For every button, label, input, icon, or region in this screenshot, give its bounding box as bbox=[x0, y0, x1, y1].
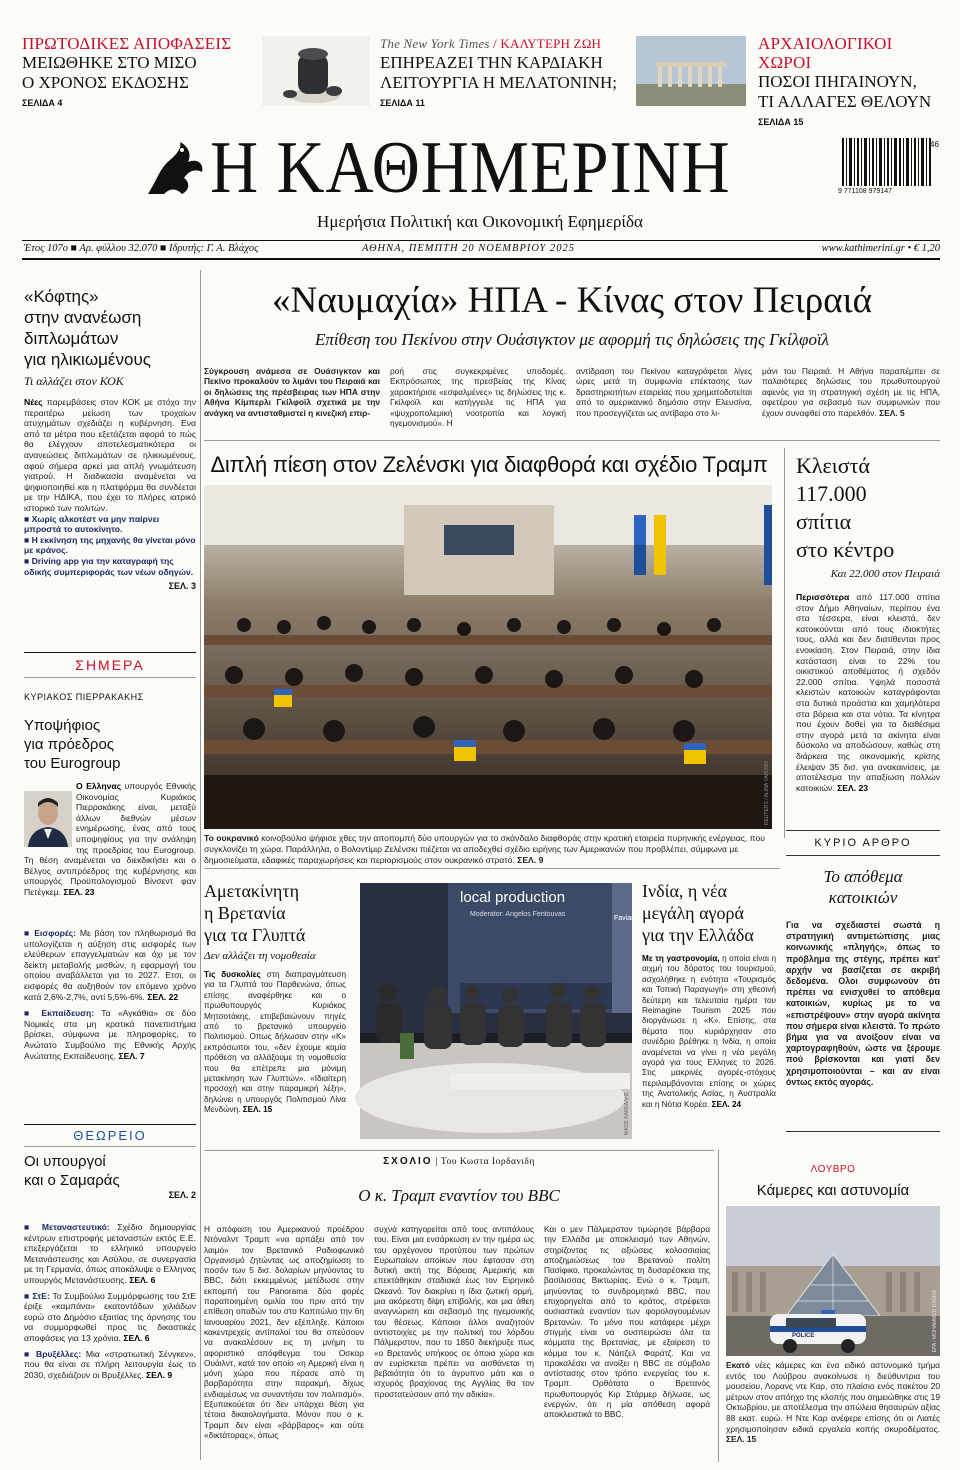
houses-title-line-2: 117.000 bbox=[796, 481, 867, 506]
kofths-title-line-4: για ηλικιωμένους bbox=[24, 350, 151, 369]
brief-metanasteutiko-text: Σχέδιο δημιουργίας κέντρων επιστροφής μεταναστών εκτός Ε.Ε. επεξεργάζεται το ελληνικό υπουργείο Μετανάστευσης και Ασύλου, σε συνεργασία με τη Γερμανία, όπως αποκάλυψε ο Ελληνας υπουργός Μετανάστευσης. bbox=[24, 1222, 197, 1285]
zelensky-caption-lead: Το ουκρανικό bbox=[204, 833, 259, 843]
zelensky-houses-divider bbox=[784, 448, 785, 838]
theoreio-title-line-1: Οι υπουργοί bbox=[24, 1153, 106, 1170]
kofths-bullets bbox=[24, 514, 196, 578]
india-body-text: η οποία είναι η αιχμή του δόρατος του τουρισμού, ασχολήθηκε η ενότητα «Τουρισμός και Τοπική Παραγωγή» στη χθεσινή δεύτερη και τελευταία ημέρα του Reimagine Tourism 2025 που διοργάνωσε η «Κ». Επίσης, στα θέματα που κυριάρχησαν στο συνέδριο βρέθηκε η Ινδία, η οποία αναμένεται να γίνει η νέα μεγάλη αγορά για τους Ελληνες το 2026. Στις μακρινές αγορές-στόχους περιλαμβάνονται επίσης οι χώρες της Ανατολικής Ασίας, η Αυστραλία και η Νότια Κορέα. bbox=[642, 954, 776, 1109]
simera-rule bbox=[24, 652, 196, 653]
barcode bbox=[838, 138, 942, 198]
kofths-subtitle: Τι αλλάζει στον ΚΟΚ bbox=[24, 374, 124, 388]
griffin-logo-icon bbox=[140, 138, 208, 200]
commentary-col-3: Και ο μεν Πάλμερστον τιμώρησε βάρβαρα την Ελλάδα με αποκλεισμό των Αθηνών, στηρίζοντας τις αξιώσεις κολοσσιαίας αποζημιώσεως του Βρετανού πολίτη Πασίφικο, προκαλώντας τη δυσαρέσκεια της βασίλισσας Βικτωρίας. Ενώ ο κ. Τραμπ, μηνύοντας το συνδρομητικό BBC, που επιχορηγείται από το κράτος, στρέφεται ουσιαστικά εναντίον των φορολογουμένων Βρετανών. Το μόνο που κατάφερε μέχρι στιγμής είναι να συσπειρώσει όλα τα κόμματα της Βρετανίας, με εξαίρεση το κόμμα του κ. Νάιτζελ Φαράτζ. Και να προκαλέσει να ανοίξει η BBC σε σύμβολο αντίστασης στον τρόπο ενεργείας του κ. Τραμπ. Ορθότατα ο Βρετανός πρωθυπουργός Κιρ Στάρμερ δήλωσε, ως ενεργών, ότι η μία απόθεση αφορά αποκλειστικά το BBC. bbox=[544, 1224, 710, 1420]
lead-col-4-text: μάνι του Πειραιά. Η Αθήνα παραπέμπει σε παλαιότερες δηλώσεις του πρωθυπουργού αφενός για τη στρατηγική σχέση με τις ΗΠΑ, αφετέρου για σεβασμό των συμφωνιών που έχουν συναφθεί στο παρελθόν. bbox=[762, 366, 940, 418]
brief-eisfores-lead: ■ Εισφορές: bbox=[24, 928, 77, 938]
kofths-body-text: παρεμβάσεις στον ΚΟΚ με στόχο την περαιτέρω μείωση των τροχαίων ατυχημάτων σχεδιάζει η κυβέρνηση. Ενα από τα μέτρα που εξετάζεται αφορά το πώς θα ελέγχουν αποτελεσματικότερα οι ανανεώσεις διπλωμάτων σε ηλικιωμένους, αφού σήμερα αρκεί μια απλή γνωμάτευση γιατρού. Η διαδικασία αναμένεται να ψηφιοποιηθεί και η πλατφόρμα θα συνδέεται με την ΗΔΙΚΑ, που έχει το πλήρες ιατρικό ιστορικό των πολιτών. bbox=[24, 397, 196, 513]
pierrakakis-lead: Ο Ελληνας bbox=[76, 781, 122, 791]
issue-date: ΑΘΗΝΑ, ΠΕΜΠΤΗ 20 ΝΟΕΜΒΡΙΟΥ 2025 bbox=[362, 243, 575, 254]
simera-rule-2 bbox=[24, 677, 196, 678]
brief-eisfores-text: Με βάση τον πληθωρισμό θα υπολογίζεται η αύξηση στις εισφορές των ελεύθερων επαγγελματιών και όχι με τον δείκτη μεταβολής μισθών, η εφαρμογή του οποίου αναβάλλεται για το 2027. Ετσι, οι εισφορές θα αυξηθούν τον επόμενο χρόνο κατά 2,6%-2,7%, αντί 5,5%-6%. bbox=[24, 928, 197, 1002]
houses-title-line-1: Κλειστά bbox=[796, 453, 870, 478]
marbles-title-line-3: για τα Γλυπτά bbox=[204, 925, 306, 945]
theoreio-rule-2 bbox=[24, 1146, 196, 1147]
marbles-story[interactable] bbox=[204, 880, 346, 1116]
teaser-2[interactable] bbox=[380, 34, 620, 108]
louvre-divider bbox=[718, 1150, 719, 1462]
marbles-page: ΣΕΛ. 15 bbox=[242, 1105, 273, 1115]
brief-ste-text: Το Συμβούλιο Συμμόρφωσης του ΣτΕ έριξε «καμπάνα» εκατοντάδων χιλιάδων ευρώ στο Δημόσιο εξαιτίας της άρνησης του να συμμορφωθεί προς τις δικαστικές αποφάσεις για 13 χρόνια. bbox=[24, 1290, 196, 1343]
teaser-3-title-line-2: ΤΙ ΑΛΛΑΓΕΣ ΘΕΛΟΥΝ bbox=[758, 92, 932, 111]
pierrakakis-title-line-1: Υποψήφιος bbox=[24, 717, 101, 734]
briefs-1 bbox=[24, 928, 196, 1061]
india-title-line-3: για την Ελλάδα bbox=[642, 925, 754, 945]
kofths-bullet-2: ■ Η εκκίνηση της μηχανής θα γίνεται μόνο με κράνος. bbox=[24, 534, 196, 556]
louvre-label: ΛΟΥΒΡΟ bbox=[810, 1164, 856, 1175]
left-col-divider bbox=[200, 270, 201, 1460]
theoreio-story[interactable] bbox=[24, 1152, 196, 1200]
info-right[interactable]: www.kathimerini.gr • € 1,20 bbox=[821, 243, 940, 254]
zelensky-caption-text: κοινοβούλιο ψήφισε χθες την αποπομπή δύο υπουργών για το σκάνδαλο διαφθοράς στην κρατική εταιρεία πυρηνικής ενέργειας, που συγκλονίζει τη χώρα. Παράλληλα, ο Βολοντίμιρ Ζελένσκι πιέζεται να αποδεχθεί σχέδιο ειρήνης των Αμερικανών που προβλέπει, σύμφωνα με δημοσιεύματα, εδαφικές παραχωρήσεις και περιορισμούς στον ουκρανικό στρατό. bbox=[204, 833, 765, 865]
houses-title-line-4: στο κέντρο bbox=[796, 537, 895, 562]
kofths-bullet-1: ■ Χωρίς αλκοτέστ να μην παίρνει μπροστά το αυτοκίνητο. bbox=[24, 513, 160, 535]
lead-col-1 bbox=[204, 366, 380, 418]
brief-eisfores-page: ΣΕΛ. 22 bbox=[147, 991, 179, 1002]
conference-image bbox=[360, 883, 632, 1139]
india-title-line-2: μεγάλη αγορά bbox=[642, 903, 744, 923]
lead-col-3: αντίδραση του Πεκίνου καταγράφεται λίγες ώρες μετά τη συμφωνία επέκτασης των δραστηριοτήτων εταιρείας που χρηματοδοτείται από το αμερικανικό δημόσιο στην Ελευσίνα, που προσεγγίζεται ως αντίβαρο στο λι- bbox=[576, 366, 752, 418]
commentary-top-rule bbox=[204, 1150, 714, 1151]
india-body bbox=[642, 954, 776, 1110]
brief-metanasteutiko-lead: ■ Μεταναστευτικό: bbox=[24, 1222, 110, 1232]
lead-col-2: ροή στις συγκεκριμένες υποδομές. Εκπρόσωπος της πρεσβείας της Κίνας χαρακτήρισε «εσφαλμένες» τις δηλώσεις της κ. Γκίλφοϊλ και κατήγγειλε τις ΗΠΑ για «ψυχροπολεμική νοοτροπία και λογική ηγεμονισμού». Η bbox=[390, 366, 566, 429]
india-lead: Με τη γαστρονομία, bbox=[642, 954, 720, 963]
parliament-photo-credit: REUTERS / ALINA YAROSH bbox=[764, 760, 770, 825]
commentary-col-1-text: Η απόφαση του Αμερικανού προέδρου Ντόναλντ Τραμπ «να αρπάξει από τον λαιμό» τον Βρετανικό Ραδιοφωνικό Οργανισμό ζητώντας ως αποζημίωση το ποσόν των 5 δισ. δολαρίων μηνύοντας το BBC, διότι εκκεμμένως μετέδωσε στην εκπομπή του Panorama δύο φορές παραποιημένη ομιλία του πριν από την επίθεση οπαδών του στο Καπιτώλιο την 6η Ιανουαρίου 2021, δεν εξέπληξε. Κάποιοι κακεντρεχείς αντίπαλοί του θα σπεύσουν να ανακαλέσουν εις τη μνήμη το αφοριστικό απόφθεγμα του Οσκαρ Ουάιλντ, κατά τον οποίο «η Αμερική είναι η μόνη χώρα που πέρασε από τη βαρβαρότητα στην παρακμή, δίχως ενδιαμέσως να συναντήσει τον πολιτισμό». Εξυπακούεται ότι δεν υπάρχει θέση για τέτοια δικαιολογήματα. Μόνον που ο κ. Τραμπ δεν είναι «βάρβαρος» και ούτε «δικτάτορας», όπως bbox=[204, 1224, 364, 1440]
briefs-2 bbox=[24, 1222, 196, 1380]
info-bar-top-rule bbox=[22, 240, 940, 241]
brief-ste[interactable] bbox=[24, 1291, 196, 1344]
louvre-body bbox=[726, 1360, 940, 1445]
commentary-col-1 bbox=[204, 1224, 364, 1440]
masthead-title: Η ΚΑΘΗΜΕΡΙΝΗ bbox=[210, 127, 731, 209]
pierrakakis-portrait bbox=[24, 791, 72, 847]
lead-col-1-text: Σύγκρουση ανάμεσα σε Ουάσιγκτον και Πεκίνο προκαλούν το λιμάνι του Πειραιά και οι δηλώσεις της πρέσβειρας των ΗΠΑ στην Αθήνα Κίμπερλι Γκίλφοϊλ σχετικά με την ανάγκη να αντισταθμιστεί η κινεζική επιρ- bbox=[204, 366, 380, 418]
marbles-subtitle: Δεν αλλάζει τη νομοθεσία bbox=[204, 950, 316, 962]
conference-screen-sub: Moderator: Angelos Fentouvas bbox=[470, 911, 566, 918]
pierrakakis-body-text: υπουργός Εθνικής Οικονομίας Κυριάκος Πιερρακάκης είναι, μεταξύ άλλων διεθνών μέσων ενημέρωσης, ένας από τους υποψηφίους για την ανάληψη της προεδρίας του Eurogroup. Τη θέση αναμένεται να διεκδικήσει και ο Βέλγος αντιπρόεδρος της κυβέρνησης και υπουργός Προϋπολογισμού Βίνσεντ φαν Πετέγκεμ. bbox=[24, 781, 196, 897]
marbles-lead: Τις δυσκολίες bbox=[204, 970, 261, 979]
louvre-title[interactable]: Κάμερες και αστυνομία bbox=[756, 1182, 910, 1199]
teaser-2-kicker bbox=[380, 34, 620, 53]
india-story[interactable] bbox=[642, 880, 776, 1110]
portrait-image bbox=[24, 791, 72, 847]
lead-bottom-rule bbox=[204, 440, 940, 441]
lead-headline[interactable]: «Ναυμαχία» ΗΠΑ - Κίνας στον Πειραιά bbox=[272, 280, 872, 321]
teaser-3-photo bbox=[636, 36, 746, 106]
commentary-label: ΣΧΟΛΙΟ bbox=[383, 1156, 433, 1167]
teaser-1[interactable] bbox=[22, 34, 232, 108]
brief-metanasteutiko-page: ΣΕΛ. 6 bbox=[129, 1274, 156, 1285]
kofths-story[interactable] bbox=[24, 286, 196, 591]
teaser-1-title-line-2: Ο ΧΡΟΝΟΣ ΕΚΔΟΣΗΣ bbox=[22, 73, 189, 92]
teaser-3-page: ΣΕΛΙΔΑ 15 bbox=[758, 117, 804, 127]
houses-body-text: από 117.000 σπίτια στον Δήμο Αθηναίων, περίπου ένα στα τέσσερα, είναι κλειστά, δεν κατοικούνται από τους ιδιοκτήτες τους, αλλά και δεν διατίθενται προς ενοικίαση. Στον Πειραιά, στην ίδια κατάσταση είναι το 22% του οικιστικού αποθέματος ή σχεδόν 22.000 σπίτια. Υψηλά ποσοστά κλειστών κατοικιών καταγράφονται στα δυτικά προάστια και χαμηλότερα στα βόρεια και στα νότια. Τα κίνητρα που έχουν δοθεί για τα διαθέσιμα στην αγορά μετά τα ακίνητα είναι δύσκολο να αποδώσουν, καθώς στη διάρκεια της οικονομικής κρίσης έλειψαν 35 δισ. για ανακαινίσεις, με αποτέλεσμα την απαξίωση πολλών κατοικιών. bbox=[796, 592, 941, 793]
commentary-headline[interactable]: Ο κ. Τραμπ εναντίον του BBC bbox=[358, 1186, 560, 1205]
lead-col-4 bbox=[762, 366, 940, 418]
theoreio-label: ΘΕΩΡΕΙΟ bbox=[73, 1128, 147, 1143]
teaser-1-title-line-1: ΜΕΙΩΘΗΚΕ ΣΤΟ ΜΙΣΟ bbox=[22, 53, 197, 72]
pierrakakis-page: ΣΕΛ. 23 bbox=[63, 886, 95, 897]
teaser-2-photo bbox=[262, 36, 370, 106]
teaser-3[interactable] bbox=[758, 34, 948, 127]
temple-image bbox=[636, 36, 746, 106]
marbles-body bbox=[204, 970, 346, 1116]
brief-vryxelles[interactable] bbox=[24, 1349, 196, 1381]
middle-rule bbox=[204, 868, 780, 869]
info-left: Έτος 107ο ■ Αρ. φύλλου 32.070 ■ Ιδρυτής: Γ. Α. Βλάχος bbox=[24, 243, 259, 254]
teaser-2-page: ΣΕΛΙΔΑ 11 bbox=[380, 98, 425, 108]
zelensky-headline[interactable]: Διπλή πίεση στον Ζελένσκι για διαφθορά και σχέδιο Τραμπ bbox=[210, 452, 768, 477]
commentary-header: ΣΧΟΛΙΟ | Του Κωστα Ιορδανιδη bbox=[383, 1156, 535, 1167]
teaser-2-title-line-1: ΕΠΗΡΕΑΖΕΙ ΤΗΝ ΚΑΡΔΙΑΚΗ bbox=[380, 53, 603, 72]
india-page: ΣΕΛ. 24 bbox=[711, 1099, 742, 1109]
editorial-title-line-1: Το απόθεμα bbox=[823, 867, 903, 886]
lead-page: ΣΕΛ. 5 bbox=[879, 407, 905, 418]
editorial-box[interactable] bbox=[786, 830, 940, 1132]
brief-ekpaideusi[interactable] bbox=[24, 1008, 196, 1061]
louvre-photo bbox=[726, 1206, 940, 1356]
editorial-title-line-2: κατοικιών bbox=[828, 888, 898, 907]
simera-label: ΣΗΜΕΡΑ bbox=[75, 657, 145, 673]
pills-image bbox=[262, 36, 370, 106]
brief-metanasteutiko[interactable] bbox=[24, 1222, 196, 1286]
brief-ekpaideusi-lead: ■ Εκπαίδευση: bbox=[24, 1008, 95, 1019]
theoreio-page: ΣΕΛ. 2 bbox=[168, 1190, 196, 1200]
teaser-2-title-line-2: ΛΕΙΤΟΥΡΓΙΑ Η ΜΕΛΑΤΟΝΙΝΗ; bbox=[380, 73, 618, 92]
editorial-body: Για να σχεδιαστεί σωστά η στρατηγική αντιμετώπισης μιας κοινωνικής «πληγής», όπως το πρόβλημα της στέγης, πρέπει κατ' αρχήν να βασίζεται σε ακριβή δεδομένα. Ολοι συμφωνούν ότι πρέπει να ενισχυθεί το απόθεμα κατοικιών, κυρίως με το να «επιστρέψουν» στην αγορά ακίνητα που σήμερα είναι κλειστά. Το πρώτο βήμα για να ανοίξουν είναι να χαρτογραφηθούν, ώστε να ξέρουμε πού βρίσκονται και γιατί δεν χρησιμοποιούνται – και αν είναι όντως εκτός αγοράς. bbox=[786, 920, 940, 1087]
houses-title-line-3: σπίτια bbox=[796, 509, 852, 534]
brief-ekpaideusi-text: Τα «Αγκάθια» σε δύο Νομικές στα μη κρατικά πανεπιστήμια βρίσκει, σύμφωνα με πληροφορίες, το Ανώτατο Συμβούλιο της Εθνικής Αρχής Ανώτατης Εκπαίδευσης. bbox=[24, 1008, 196, 1061]
police-car-text: POLICE bbox=[792, 1333, 815, 1339]
editorial-label: ΚΥΡΙΟ ΑΡΘΡΟ bbox=[814, 837, 912, 849]
brief-ste-lead: ■ ΣτΕ: bbox=[24, 1290, 50, 1301]
houses-page: ΣΕΛ. 23 bbox=[837, 782, 869, 793]
marbles-body-text: στη διαπραγμάτευση για τα Γλυπτά του Παρθενώνα, όπως επίσης αναφέρθηκε και ο πρωθυπουργός Κυριάκος Μητσοτάκης, επιβεβαιώνουν πηγές από το βρετανικό υπουργείο Πολιτισμού. Οπως δήλωσαν στην «Κ» εκπρόσωποι του, «δεν έχουμε καμία πρόθεση να αλλάξουμε τη νομοθεσία που θα επέτρεπε μια μόνιμη μετακίνηση των Γλυπτών». «Ιδιαίτερη προσοχή και στην παραμικρή λέξη», δηλώνει η υπουργός Πολιτισμού Λίνα Μενδώνη. bbox=[204, 970, 347, 1115]
pierrakakis-story[interactable] bbox=[24, 692, 196, 898]
houses-subtitle: Και 22.000 στον Πειραιά bbox=[830, 568, 940, 580]
houses-body bbox=[796, 592, 940, 793]
brief-ekpaideusi-page: ΣΕΛ. 7 bbox=[118, 1050, 145, 1061]
louvre-image bbox=[726, 1206, 940, 1356]
brief-vryxelles-text: Μια «στρατιωτική Σένγκεν», που θα είναι σε πλήρη λειτουργία έως το 2030, σχεδιάζουν οι Βρυξέλλες. bbox=[24, 1348, 197, 1380]
brief-vryxelles-page: ΣΕΛ. 9 bbox=[146, 1369, 173, 1380]
teaser-1-kicker: ΠΡΩΤΟΔΙΚΕΣ ΑΠΟΦΑΣΕΙΣ bbox=[22, 34, 232, 53]
louvre-page: ΣΕΛ. 15 bbox=[726, 1434, 757, 1445]
kofths-title-line-3: διπλωμάτων bbox=[24, 329, 119, 348]
houses-lead: Περισσότερα bbox=[796, 592, 850, 602]
teaser-3-kicker: ΑΡΧΑΙΟΛΟΓΙΚΟΙ ΧΩΡΟΙ bbox=[758, 34, 893, 72]
parliament-image bbox=[204, 485, 772, 829]
louvre-lead: Εκατό bbox=[726, 1360, 750, 1370]
theoreio-title-line-2: και ο Σαμαράς bbox=[24, 1172, 120, 1189]
barcode-issue: 46 bbox=[930, 140, 939, 149]
commentary-col-2: συχνά κατηγορείται από τους αντιπάλους του. Είναι μια ενσάρκωση εν την ημέρα ως του αρχέγονου προτύπου των πρώτων Ευρωπαίων αποίκων που έφτασαν στη δυτική ακτή της Βόρειας Αμερικής και επεκτάθηκαν σταδιακά έως τον Ειρηνικό Ωκεανό. Τον διακρίνει η ίδια ζωτική ορμή, μια ακόρεστη δίψη επιβολής, και μια άθεη αναγνώριση και σεβασμό της ηγεμονικής του θέσεως. Κάποιοι άλλοι αναζητούν αντιστοιχίες με την πολιτική του λόρδου Πάλμερστον, που το 1850 διεκήρυξε πως «ο Βρετανός υπήκοος σε όποια χώρα και αν ευρίσκεται πρέπει να αισθάνεται τη βεβαιότητα ότι το άγρυπνο μάτι και ο ισχυρός βραχίονας της Αγγλίας θα τον προστατεύσουν από την αδικία». bbox=[374, 1224, 534, 1399]
masthead-subtitle: Ημερήσια Πολιτική και Οικονομική Εφημερίδα bbox=[317, 212, 643, 231]
kofths-lead: Νέες bbox=[24, 397, 43, 407]
theoreio-rule bbox=[24, 1124, 196, 1125]
kofths-body bbox=[24, 397, 196, 514]
brief-ste-page: ΣΕΛ. 6 bbox=[123, 1332, 150, 1343]
teaser-3-title-line-1: ΠΟΣΟΙ ΠΗΓΑΙΝΟΥΝ, bbox=[758, 72, 917, 91]
kofths-title-line-2: στην ανανέωση bbox=[24, 308, 142, 327]
india-title-line-1: Ινδία, η νέα bbox=[642, 881, 727, 901]
teaser-2-kicker-text: / ΚΑΛΥΤΕΡΗ ΖΩΗ bbox=[493, 36, 602, 51]
conference-screen-side: Favian bbox=[614, 915, 636, 922]
brief-eisfores[interactable] bbox=[24, 928, 196, 1002]
conference-screen-title: local production bbox=[460, 889, 566, 906]
barcode-number: 9 771108 979147 bbox=[838, 188, 892, 195]
kofths-title-line-1: «Κόφτης» bbox=[24, 287, 99, 306]
houses-story[interactable] bbox=[796, 452, 940, 793]
kofths-bullet-3: ■ Driving app για την καταγραφή της οδικής συμπεριφοράς των νέων οδηγών. bbox=[24, 555, 194, 577]
pierrakakis-title-line-2: για πρόεδρος bbox=[24, 736, 115, 753]
pierrakakis-title-line-3: του Eurogroup bbox=[24, 755, 121, 772]
barcode-image bbox=[838, 138, 938, 190]
marbles-title-line-2: η Βρετανία bbox=[204, 903, 286, 923]
zelensky-caption bbox=[204, 833, 772, 865]
zelensky-page: ΣΕΛ. 9 bbox=[517, 854, 544, 865]
conference-photo bbox=[360, 883, 636, 1139]
marbles-title-line-1: Αμετακίνητη bbox=[204, 881, 299, 901]
louvre-photo-credit: EPA / MOHAMMED BADRA bbox=[932, 1289, 938, 1352]
conference-photo-credit: ΝΙΚΟΣ ΚΑΚΚΑΛΗΣ bbox=[624, 1091, 630, 1135]
author-name: ΚΥΡΙΑΚΟΣ ΠΙΕΡΡΑΚΑΚΗΣ bbox=[24, 692, 144, 702]
info-bar-bottom-rule bbox=[22, 258, 940, 260]
commentary-author: Του Κωστα Ιορδανιδη bbox=[440, 1157, 535, 1167]
kofths-page: ΣΕΛ. 3 bbox=[168, 581, 196, 592]
brief-vryxelles-lead: ■ Βρυξέλλες: bbox=[24, 1348, 82, 1359]
nyt-logo: The New York Times bbox=[380, 36, 490, 51]
lead-subhead: Επίθεση του Πεκίνου στην Ουάσιγκτον με αφορμή τις δηλώσεις της Γκίλφοϊλ bbox=[314, 330, 830, 349]
parliament-photo bbox=[204, 485, 772, 829]
louvre-body-text: νέες κάμερες και ένα ειδικό αστυνομικό τμήμα εντός του Λούβρου ανακοίνωσε η διεύθυντρια του μουσείου, Λορανς ντε Καρ, στο πλαίσιο ενός πακέτου 20 μέτρων στον απόηχο της κλοπής που σημειώθηκε στις 19 Οκτωβρίου, με αποτέλεσμα την απώλεια θησαυρών αξίας 88 εκατ. ευρώ. Η Ντε Καρ ανέφερε επίσης ότι οι Λιατές χρησιμοποίησαν ειδικά εργαλεία κοπής σκυροδέματος. bbox=[726, 1360, 941, 1434]
teaser-1-page: ΣΕΛΙΔΑ 4 bbox=[22, 98, 63, 108]
